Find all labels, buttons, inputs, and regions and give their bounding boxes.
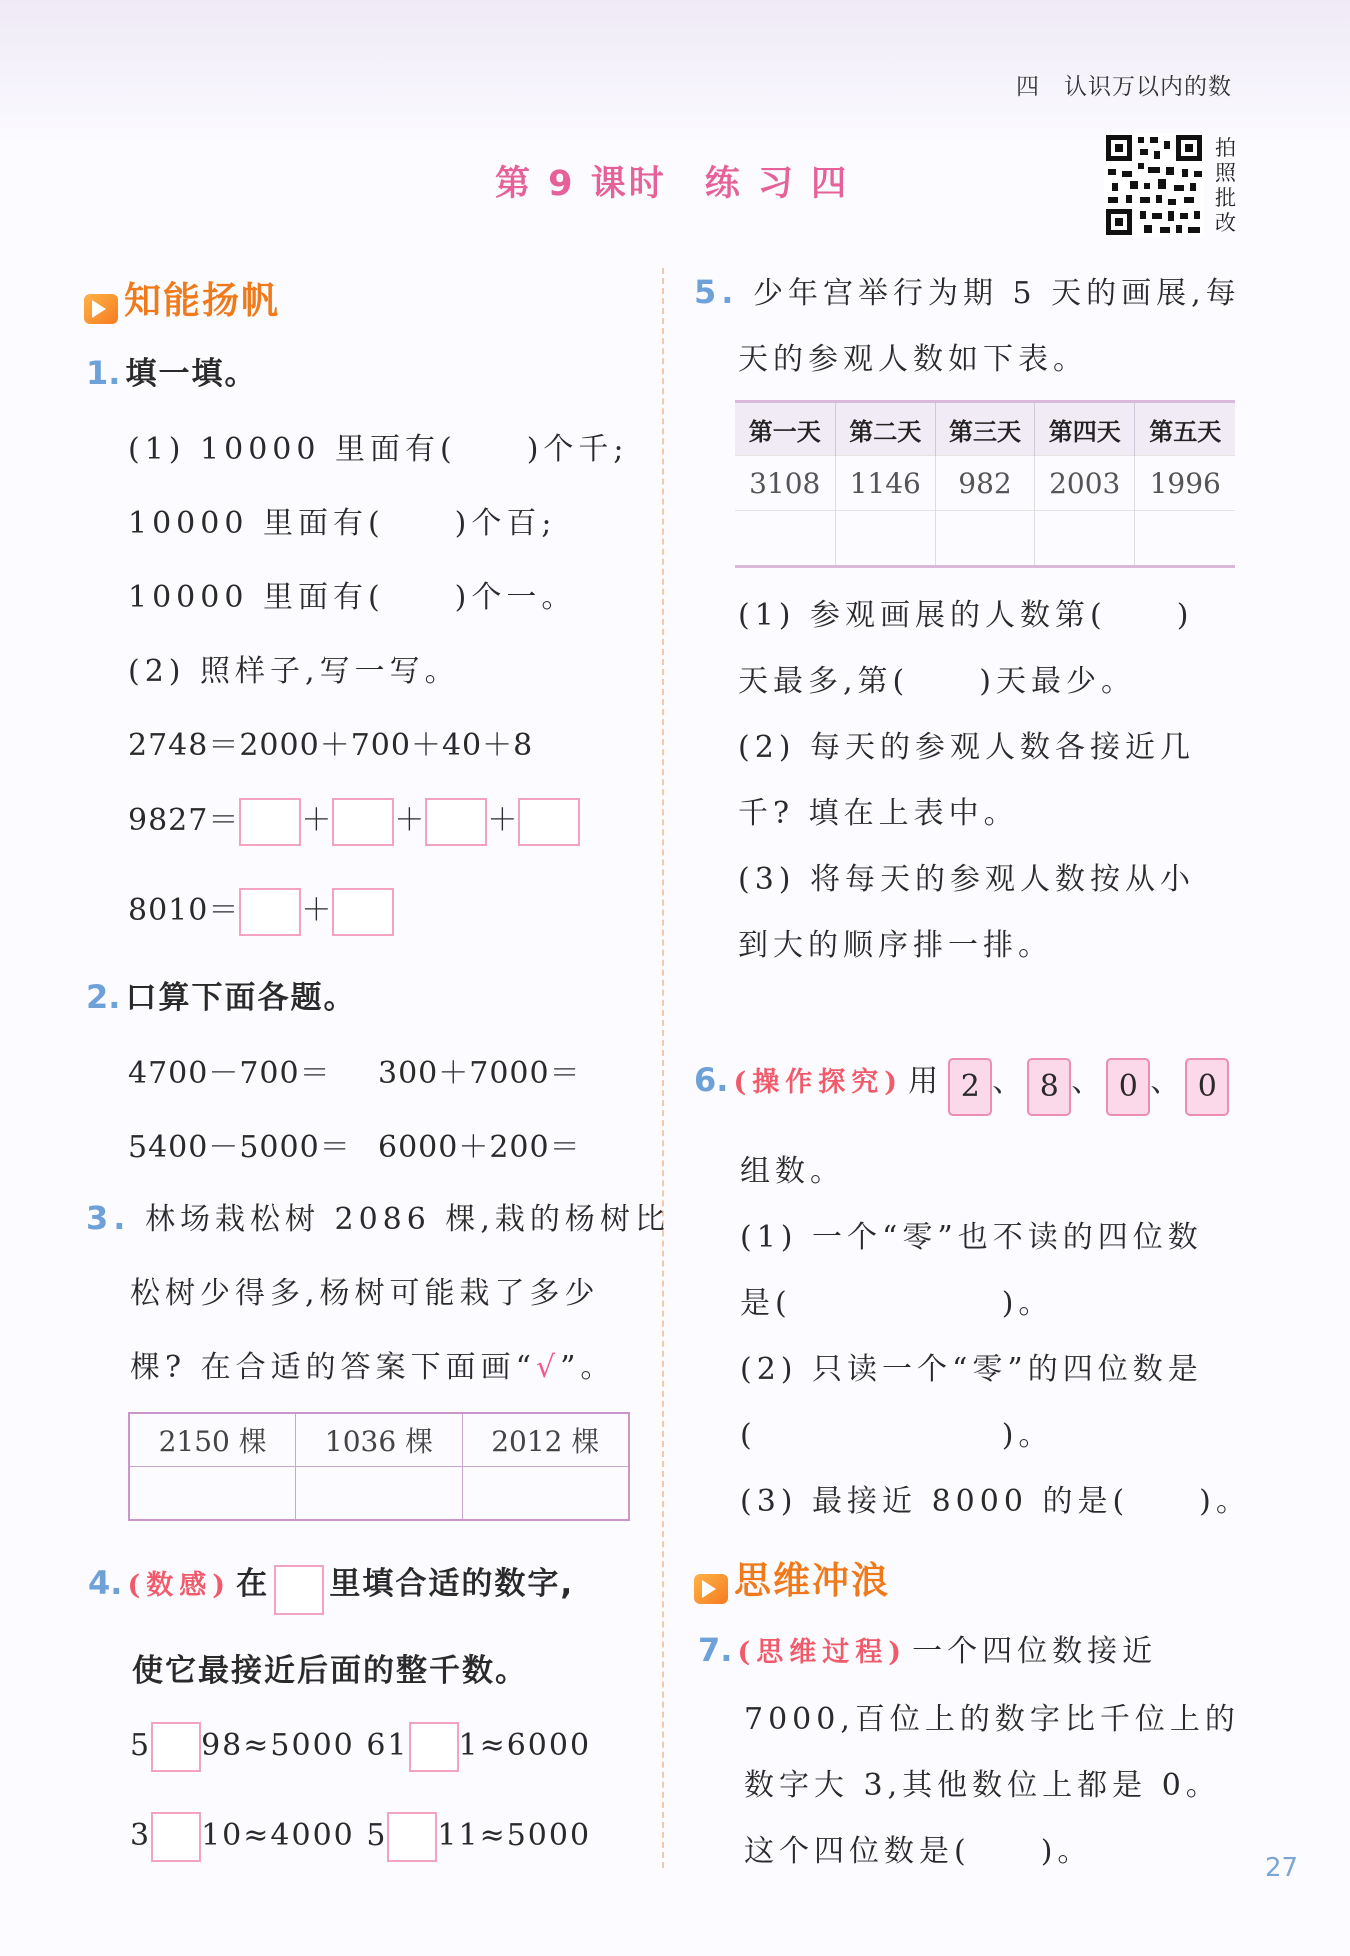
q1-line-2: 10000 里面有( )个百; [128,506,557,541]
section-thinking [694,1550,890,1604]
q2-problem-a: 4700－700＝ [128,1056,331,1091]
q7-line-1 [698,1626,1157,1670]
q7-line-4: 这个四位数是( )。 [744,1834,1093,1869]
answer-box[interactable] [239,888,301,936]
q1-line-4: (2) 照样子,写一写。 [128,654,460,689]
q5-sub-3: (3) 将每天的参观人数按从小 [738,862,1196,897]
lesson-title: 第 9 课时 练 习 四 [495,164,850,204]
q7-text: 一个四位数接近 [912,1634,1158,1669]
q4-digit: 10≈4000 [201,1818,355,1853]
q4-digit: 98≈5000 [201,1728,355,1763]
answer-cell[interactable] [936,511,1035,567]
answer-box[interactable] [332,888,394,936]
qr-caption: 拍照批改 [1215,136,1236,235]
q6-line-2: 组数。 [740,1154,845,1189]
q5-sub-1: (1) 参观画展的人数第( ) [738,598,1194,633]
column-divider [662,268,664,1868]
question-title: 填一填。 [125,356,258,392]
visitor-count: 1146 [835,456,936,511]
plus-sign: ＋ [301,893,333,928]
q1-line-1: (1) 10000 里面有( )个千; [128,432,629,467]
page-number: 27 [1265,1853,1299,1883]
q3-text: 棵? 在合适的答案下面画“ [130,1350,536,1385]
question-title: 口算下面各题。 [125,980,357,1016]
plus-sign: ＋ [301,803,333,838]
q3-options-table [128,1412,630,1521]
q4-row-2 [130,1812,591,1862]
digit-card: 0 [1185,1058,1229,1116]
question-number: 6. [694,1061,729,1099]
section-title: 知能扬帆 [124,279,280,322]
check-mark-icon: √ [535,1350,561,1385]
question-number: 4. [88,1564,123,1602]
answer-box[interactable] [151,1812,201,1862]
separator: 、 [992,1064,1028,1099]
q1-example: 2748＝2000＋700＋40＋8 [128,728,534,763]
q4-digit: 1≈6000 [458,1728,592,1763]
plus-sign: ＋ [487,803,519,838]
answer-cell[interactable] [835,511,936,567]
sample-box [274,1565,324,1615]
q5-sub-2b: 千? 填在上表中。 [738,796,1019,831]
answer-box[interactable] [409,1722,459,1772]
visitors-table [735,400,1235,568]
q3-line-3 [130,1342,615,1386]
digit-card: 2 [948,1058,992,1116]
q6-sub-1: (1) 一个“零”也不读的四位数 [740,1220,1203,1255]
answer-cell[interactable] [129,1467,296,1521]
answer-box[interactable] [239,798,301,846]
q4-digit: 5 [130,1728,152,1763]
q3-text: 林场栽松树 2086 棵,栽的杨树比 [144,1202,670,1237]
q6-sub-2b: ( )。 [740,1418,1054,1453]
q3-line-1 [86,1194,670,1238]
question-number: 3. [86,1199,131,1237]
answer-box[interactable] [425,798,487,846]
question-2-header [86,972,357,1017]
day-header: 第四天 [1034,402,1135,456]
q2-problem-d: 6000＋200＝ [378,1130,581,1165]
q4-digit: 5 [366,1818,388,1853]
option-cell: 2012 棵 [462,1413,629,1467]
q6-sub-1b: 是( )。 [740,1286,1054,1321]
question-number: 7. [698,1631,733,1669]
digit-card: 8 [1027,1058,1071,1116]
q5-sub-1b: 天最多,第( )天最少。 [738,664,1136,699]
question-number: 5. [694,273,739,311]
answer-cell[interactable] [735,511,835,567]
question-number: 1. [86,354,121,392]
plus-sign: ＋ [394,803,426,838]
q6-line-1 [694,1056,1229,1116]
q5-line-1 [694,268,1241,312]
q5-text: 少年宫举行为期 5 天的画展,每 [752,276,1241,311]
q6-text: 用 [908,1064,944,1099]
q6-sub-2: (2) 只读一个“零”的四位数是 [740,1352,1203,1387]
q2-problem-b: 300＋7000＝ [378,1056,581,1091]
q6-sub-3: (3) 最接近 8000 的是( )。 [740,1484,1251,1519]
equation-left: 9827＝ [128,803,240,838]
q5-line-2: 天的参观人数如下表。 [738,342,1088,377]
day-header: 第二天 [835,402,936,456]
q7-line-3: 数字大 3,其他数位上都是 0。 [744,1768,1221,1803]
q3-text: ”。 [560,1350,616,1385]
q4-digit: 11≈5000 [437,1818,592,1853]
day-header: 第三天 [936,402,1035,456]
answer-box[interactable] [387,1812,437,1862]
answer-cell[interactable] [1034,511,1135,567]
q4-row-1 [130,1722,591,1772]
q2-problem-c: 5400－5000＝ [128,1130,351,1165]
question-number: 2. [86,978,121,1016]
q7-line-2: 7000,百位上的数字比千位上的 [744,1702,1240,1737]
qr-code-icon[interactable] [1104,133,1204,237]
q5-sub-2: (2) 每天的参观人数各接近几 [738,730,1196,765]
question-tag: (思维过程) [737,1637,908,1668]
question-1-header [86,348,258,393]
day-header: 第一天 [735,402,835,456]
q4-text: 在 [236,1566,270,1602]
section-knowledge [84,270,280,324]
visitor-count: 1996 [1135,456,1235,511]
separator: 、 [1150,1064,1186,1099]
visitor-count: 982 [936,456,1035,511]
q1-exercise-2 [128,885,394,936]
answer-cell[interactable] [462,1467,629,1521]
answer-cell[interactable] [1135,511,1235,567]
q1-exercise-1 [128,795,580,846]
option-cell: 1036 棵 [296,1413,462,1467]
flag-icon [84,294,118,324]
q4-text: 里填合适的数字, [329,1566,575,1602]
answer-box[interactable] [518,798,580,846]
q3-line-2: 松树少得多,杨树可能栽了多少 [130,1276,600,1311]
answer-box[interactable] [332,798,394,846]
section-title: 思维冲浪 [734,1559,890,1602]
chapter-title: 四 认识万以内的数 [1016,74,1232,100]
question-tag: (操作探究) [733,1067,904,1098]
answer-cell[interactable] [296,1467,462,1521]
equation-left: 8010＝ [128,893,240,928]
wave-icon [694,1574,728,1604]
q1-line-3: 10000 里面有( )个一。 [128,580,577,615]
q4-digit: 3 [130,1818,152,1853]
q4-digit: 61 [366,1728,409,1763]
separator: 、 [1071,1064,1107,1099]
q5-sub-3b: 到大的顺序排一排。 [738,928,1053,963]
q4-line-2: 使它最接近后面的整千数。 [132,1653,528,1689]
day-header: 第五天 [1135,402,1235,456]
answer-box[interactable] [151,1722,201,1772]
question-tag: (数感) [127,1570,232,1601]
option-cell: 2150 棵 [129,1413,296,1467]
q4-line-1 [88,1558,574,1615]
visitor-count: 3108 [735,456,835,511]
visitor-count: 2003 [1034,456,1135,511]
digit-card: 0 [1106,1058,1150,1116]
